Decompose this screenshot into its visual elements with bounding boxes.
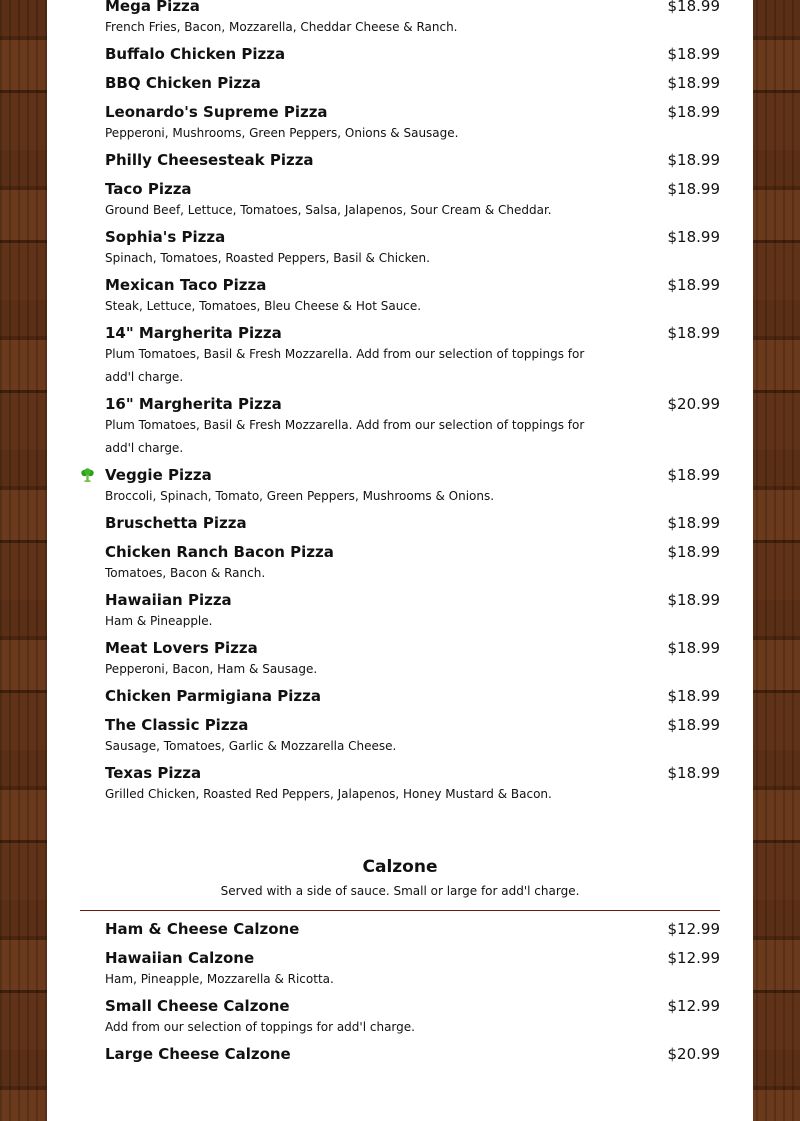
menu-item[interactable] [80, 509, 720, 538]
item-description: Ham, Pineapple, Mozzarella & Ricotta. [105, 972, 334, 986]
item-name: Meat Lovers Pizza [105, 639, 258, 657]
item-price: $18.99 [667, 276, 720, 294]
item-description: Plum Tomatoes, Basil & Fresh Mozzarella. Add from our selection of toppings for add'l charge. [105, 347, 585, 384]
section-subtitle: Served with a side of sauce. Small or large for add'l charge. [220, 884, 580, 898]
item-description: Steak, Lettuce, Tomatoes, Bleu Cheese & Hot Sauce. [105, 299, 422, 313]
item-description: Ground Beef, Lettuce, Tomatoes, Salsa, Jalapenos, Sour Cream & Cheddar. [105, 203, 552, 217]
menu-panel [47, 0, 753, 1121]
item-description: Pepperoni, Mushrooms, Green Peppers, Onions & Sausage. [105, 126, 459, 140]
item-price: $18.99 [667, 74, 720, 92]
section-title: Calzone [362, 857, 438, 877]
item-price: $20.99 [667, 1045, 720, 1063]
item-name: Bruschetta Pizza [105, 514, 247, 532]
item-name: Philly Cheesesteak Pizza [105, 151, 314, 169]
menu-item[interactable] [80, 390, 720, 461]
item-price: $12.99 [667, 920, 720, 938]
menu-item[interactable] [80, 586, 720, 634]
item-description: Broccoli, Spinach, Tomato, Green Peppers, Mushrooms & Onions. [105, 489, 495, 503]
item-price: $18.99 [667, 687, 720, 705]
item-price: $18.99 [667, 716, 720, 734]
item-description: Sausage, Tomatoes, Garlic & Mozzarella Cheese. [105, 739, 397, 753]
item-price: $18.99 [667, 639, 720, 657]
menu-item[interactable] [80, 223, 720, 271]
item-price: $12.99 [667, 949, 720, 967]
item-price: $18.99 [667, 591, 720, 609]
item-price: $18.99 [667, 543, 720, 561]
calzone-section-header [80, 854, 720, 902]
menu-item[interactable] [80, 319, 720, 390]
item-price: $18.99 [667, 151, 720, 169]
item-price: $18.99 [667, 514, 720, 532]
item-description: Tomatoes, Bacon & Ranch. [105, 566, 266, 580]
menu-item[interactable] [80, 944, 720, 992]
item-description: Ham & Pineapple. [105, 614, 213, 628]
menu-item[interactable] [80, 682, 720, 711]
item-price: $18.99 [667, 324, 720, 342]
item-description: Plum Tomatoes, Basil & Fresh Mozzarella. Add from our selection of toppings for add'l charge. [105, 418, 585, 455]
item-description: Grilled Chicken, Roasted Red Peppers, Jalapenos, Honey Mustard & Bacon. [105, 787, 552, 801]
menu-item[interactable] [80, 40, 720, 69]
menu-item[interactable] [80, 634, 720, 682]
item-price: $18.99 [667, 180, 720, 198]
menu-item[interactable] [80, 0, 720, 40]
item-name: Taco Pizza [105, 180, 192, 198]
menu-item[interactable] [80, 461, 720, 509]
pizza-list [80, 0, 720, 807]
item-name: Small Cheese Calzone [105, 997, 290, 1015]
item-price: $18.99 [667, 103, 720, 121]
menu-item[interactable] [80, 271, 720, 319]
item-description: French Fries, Bacon, Mozzarella, Cheddar Cheese & Ranch. [105, 20, 458, 34]
item-price: $18.99 [667, 764, 720, 782]
item-description: Add from our selection of toppings for add'l charge. [105, 1020, 415, 1034]
item-name: Hawaiian Pizza [105, 591, 232, 609]
item-price: $12.99 [667, 997, 720, 1015]
item-name: BBQ Chicken Pizza [105, 74, 261, 92]
calzone-list [80, 915, 720, 1069]
item-name: Mega Pizza [105, 0, 200, 15]
item-description: Pepperoni, Bacon, Ham & Sausage. [105, 662, 318, 676]
item-name: 14" Margherita Pizza [105, 324, 282, 342]
item-price: $18.99 [667, 45, 720, 63]
menu-item[interactable] [80, 992, 720, 1040]
item-name: 16" Margherita Pizza [105, 395, 282, 413]
item-name: Hawaiian Calzone [105, 949, 255, 967]
menu-content [80, 0, 720, 1069]
menu-item[interactable] [80, 759, 720, 807]
menu-item[interactable] [80, 711, 720, 759]
item-price: $18.99 [667, 466, 720, 484]
item-name: Veggie Pizza [105, 466, 212, 484]
item-name: Buffalo Chicken Pizza [105, 45, 286, 63]
menu-item[interactable] [80, 1040, 720, 1069]
item-name: Large Cheese Calzone [105, 1045, 291, 1063]
broccoli-icon [80, 468, 95, 483]
item-price: $18.99 [667, 228, 720, 246]
menu-item[interactable] [80, 538, 720, 586]
menu-item[interactable] [80, 175, 720, 223]
item-name: Texas Pizza [105, 764, 202, 782]
menu-item[interactable] [80, 69, 720, 98]
menu-item[interactable] [80, 98, 720, 146]
item-name: Ham & Cheese Calzone [105, 920, 300, 938]
section-divider [80, 910, 720, 911]
item-description: Spinach, Tomatoes, Roasted Peppers, Basil & Chicken. [105, 251, 430, 265]
menu-item[interactable] [80, 146, 720, 175]
item-name: Chicken Ranch Bacon Pizza [105, 543, 334, 561]
item-price: $18.99 [667, 0, 720, 15]
item-name: Chicken Parmigiana Pizza [105, 687, 321, 705]
item-name: Leonardo's Supreme Pizza [105, 103, 328, 121]
item-price: $20.99 [667, 395, 720, 413]
item-name: The Classic Pizza [105, 716, 249, 734]
item-name: Mexican Taco Pizza [105, 276, 267, 294]
item-name: Sophia's Pizza [105, 228, 226, 246]
menu-item[interactable] [80, 915, 720, 944]
